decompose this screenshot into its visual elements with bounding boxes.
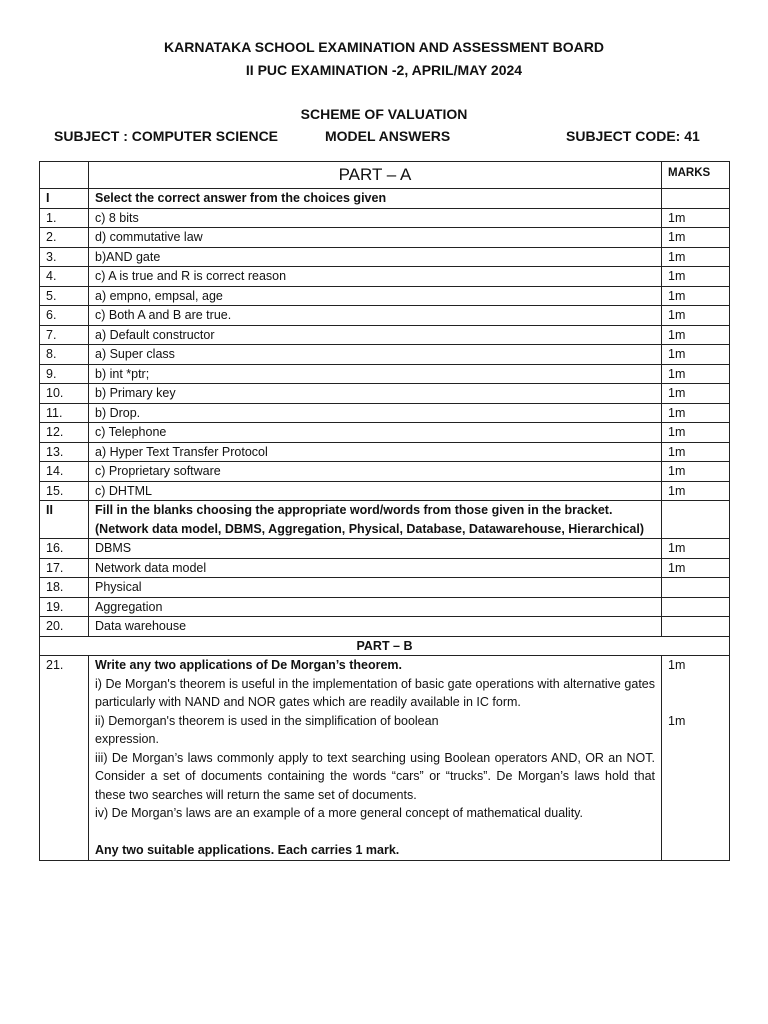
marks-value: 1m <box>662 403 730 423</box>
application-point-2: ii) Demorgan's theorem is used in the simplification of boolean expression. <box>95 713 439 746</box>
answer-row <box>40 423 730 443</box>
marks-value: 1m <box>662 442 730 462</box>
marks-column-header: MARKS <box>662 162 730 189</box>
mark-value: 1m <box>668 658 686 672</box>
question-number: 10. <box>40 384 89 404</box>
answer-text: b) int *ptr; <box>89 364 662 384</box>
answer-text: a) Super class <box>89 345 662 365</box>
question-number: 20. <box>40 617 89 637</box>
empty-cell <box>662 189 730 209</box>
answer-text: c) Both A and B are true. <box>89 306 662 326</box>
spacer <box>95 823 655 842</box>
answer-row <box>40 228 730 248</box>
answer-row <box>40 325 730 345</box>
marks-value: 1m <box>662 306 730 326</box>
marks-value <box>662 578 730 598</box>
mark-value: 1m <box>668 713 686 728</box>
question-number: 8. <box>40 345 89 365</box>
question-number: 21. <box>40 656 89 861</box>
answer-text: b) Drop. <box>89 403 662 423</box>
marks-value: 1m <box>662 345 730 365</box>
question-number: 2. <box>40 228 89 248</box>
marks-value: 1m <box>662 364 730 384</box>
question-number: 5. <box>40 286 89 306</box>
application-point-3: iii) De Morgan’s laws commonly apply to text searching using Boolean operators AND, OR an NOT. Consider a set of documents containing the words “cars” or “trucks”. De Morgan’s laws hold that these two searches will return the same set of documents. <box>95 750 655 802</box>
marks-value: 1m <box>662 558 730 578</box>
answer-row <box>40 364 730 384</box>
question-21-marks <box>662 656 730 861</box>
marks-value: 1m <box>662 228 730 248</box>
section-instruction: Select the correct answer from the choices given <box>89 189 662 209</box>
marks-value <box>662 617 730 637</box>
marks-value: 1m <box>662 208 730 228</box>
question-number: 4. <box>40 267 89 287</box>
subject-code: SUBJECT CODE: 41 <box>566 128 700 144</box>
question-number: 13. <box>40 442 89 462</box>
valuation-table <box>39 161 730 861</box>
answer-row <box>40 267 730 287</box>
marks-value: 1m <box>662 481 730 501</box>
answer-text: DBMS <box>89 539 662 559</box>
question-number: 16. <box>40 539 89 559</box>
answer-row <box>40 481 730 501</box>
marks-value: 1m <box>662 267 730 287</box>
answer-text: c) A is true and R is correct reason <box>89 267 662 287</box>
answer-row <box>40 462 730 482</box>
part-a-title: PART – A <box>89 162 662 189</box>
marks-value: 1m <box>662 539 730 559</box>
answer-text: c) DHTML <box>89 481 662 501</box>
answer-row <box>40 442 730 462</box>
answer-text: a) empno, empsal, age <box>89 286 662 306</box>
answer-text: c) Telephone <box>89 423 662 443</box>
marking-note: Any two suitable applications. Each carries 1 mark. <box>95 843 400 857</box>
marks-value: 1m <box>662 384 730 404</box>
question-number: 6. <box>40 306 89 326</box>
model-answers-label: MODEL ANSWERS <box>325 128 451 144</box>
answer-row <box>40 247 730 267</box>
question-number: 1. <box>40 208 89 228</box>
subject-name: SUBJECT : COMPUTER SCIENCE <box>54 128 279 144</box>
answer-text: a) Default constructor <box>89 325 662 345</box>
question-21-row <box>40 656 730 861</box>
section-i-row <box>40 189 730 209</box>
answer-row <box>40 578 730 598</box>
question-number: 17. <box>40 558 89 578</box>
question-number: 15. <box>40 481 89 501</box>
answer-row <box>40 286 730 306</box>
question-number: 12. <box>40 423 89 443</box>
question-number: 19. <box>40 597 89 617</box>
answer-text: b) Primary key <box>89 384 662 404</box>
marks-value: 1m <box>662 462 730 482</box>
answer-text: c) Proprietary software <box>89 462 662 482</box>
answer-text: Network data model <box>89 558 662 578</box>
answer-text: Physical <box>89 578 662 598</box>
question-number: 14. <box>40 462 89 482</box>
answer-row <box>40 597 730 617</box>
question-text: Write any two applications of De Morgan’s theorem. <box>95 658 402 672</box>
marks-value: 1m <box>662 423 730 443</box>
answer-text: c) 8 bits <box>89 208 662 228</box>
answer-row <box>40 539 730 559</box>
answer-text: Data warehouse <box>89 617 662 637</box>
question-number: 11. <box>40 403 89 423</box>
question-number: 3. <box>40 247 89 267</box>
answer-row <box>40 345 730 365</box>
marks-value <box>662 597 730 617</box>
answer-row <box>40 306 730 326</box>
exam-title: II PUC EXAMINATION -2, APRIL/MAY 2024 <box>245 62 523 78</box>
section-number: I <box>40 189 89 209</box>
section-instruction: Fill in the blanks choosing the appropriate word/words from those given in the bracket. (Network data model, DBMS, Aggregation, Physical, Database, Datawarehouse, Hierarchical) <box>89 501 662 539</box>
empty-cell <box>40 162 89 189</box>
question-number: 18. <box>40 578 89 598</box>
section-ii-row <box>40 501 730 539</box>
answer-row <box>40 403 730 423</box>
part-b-title: PART – B <box>40 636 730 656</box>
section-number: II <box>40 501 89 539</box>
scheme-title: SCHEME OF VALUATION <box>300 106 468 122</box>
marks-value: 1m <box>662 286 730 306</box>
answer-row <box>40 384 730 404</box>
empty-cell <box>662 501 730 539</box>
part-b-header-row <box>40 636 730 656</box>
answer-text: Aggregation <box>89 597 662 617</box>
answer-text: d) commutative law <box>89 228 662 248</box>
answer-text: b)AND gate <box>89 247 662 267</box>
question-21-answer <box>89 656 662 861</box>
marks-value: 1m <box>662 247 730 267</box>
part-a-header-row <box>40 162 730 189</box>
answer-text: a) Hyper Text Transfer Protocol <box>89 442 662 462</box>
answer-row <box>40 617 730 637</box>
answer-row <box>40 558 730 578</box>
marks-value: 1m <box>662 325 730 345</box>
question-number: 9. <box>40 364 89 384</box>
application-point-4: iv) De Morgan’s laws are an example of a more general concept of mathematical duality. <box>95 806 583 820</box>
application-point-1: i) De Morgan's theorem is useful in the implementation of basic gate operations with alternative gates particularly with NAND and NOR gates which are readily available in IC form. <box>95 676 655 709</box>
answer-row <box>40 208 730 228</box>
board-title: KARNATAKA SCHOOL EXAMINATION AND ASSESSMENT BOARD <box>164 39 604 55</box>
question-number: 7. <box>40 325 89 345</box>
